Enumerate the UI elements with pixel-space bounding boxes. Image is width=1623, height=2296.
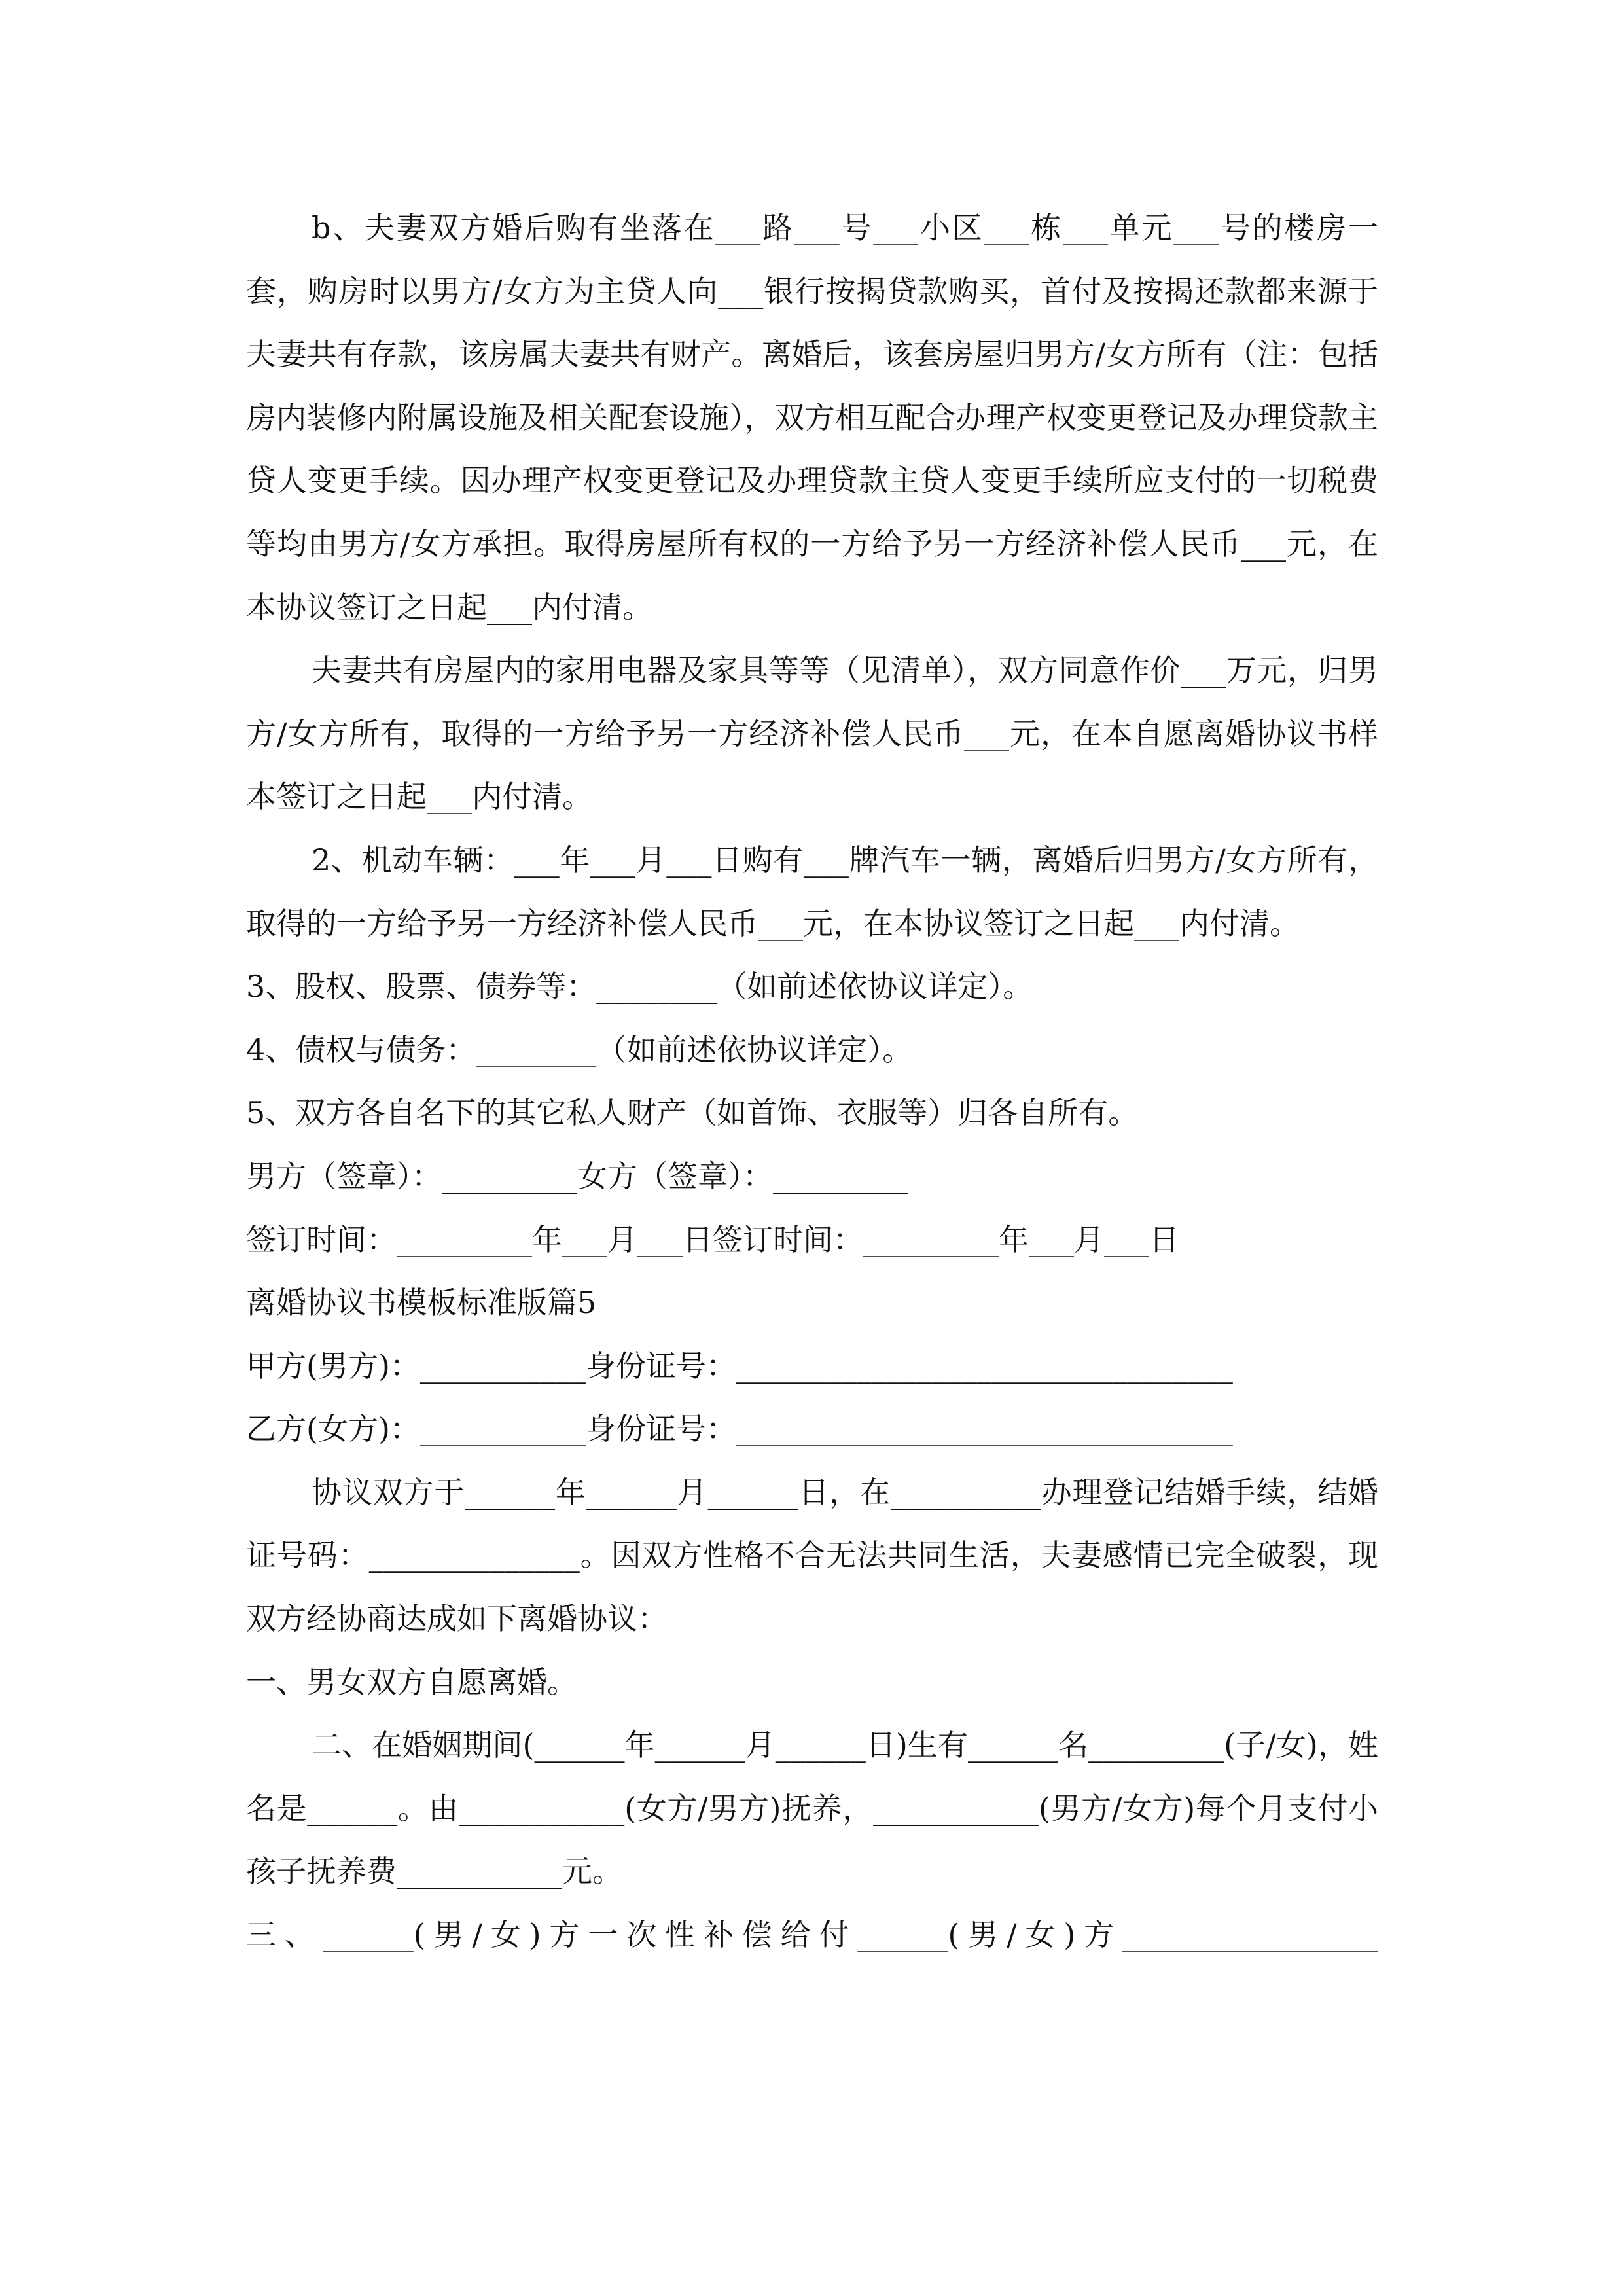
paragraph-debts: 4、债权与债务：________（如前述依协议详定）。 [246, 1031, 913, 1067]
paragraph-stocks: 3、股权、股票、债券等：________（如前述依协议详定）。 [246, 969, 1033, 1005]
paragraph-personal-property: 5、双方各自名下的其它私人财产（如首饰、衣服等）归各自所有。 [246, 1095, 1139, 1131]
paragraph-agreement-intro: 协议双方于______年______月______日，在__________办理登记结婚手续，结婚证号码：______________。因双方性格不合无法共同生活，夫妻感情已完全破裂，现双方经协商达成如下离婚协议： [246, 1474, 1378, 1637]
document-body [246, 196, 1378, 1967]
section-title: 离婚协议书模板标准版篇5 [246, 1285, 597, 1321]
clause-three: 三、______(男/女)方一次性补偿给付______(男/女)方_________________ [246, 1917, 1378, 1953]
clause-two: 二、在婚姻期间(______年______月______日)生有______名_________(子/女)，姓名是______。由___________(女方/男方)抚养，___________(男方/女方)每个月支付小孩子抚养费___________元。 [246, 1727, 1379, 1890]
paragraph-appliances: 夫妻共有房屋内的家用电器及家具等等（见清单），双方同意作价___万元，归男方/女方所有，取得的一方给予另一方经济补偿人民币___元，在本自愿离婚协议书样本签订之日起___内付清。 [246, 653, 1378, 815]
signing-date-line: 签订时间：_________年___月___日签订时间：_________年___月___日 [246, 1221, 1179, 1257]
paragraph-vehicle: 2、机动车辆：___年___月___日购有___牌汽车一辆，离婚后归男方/女方所有，取得的一方给予另一方经济补偿人民币___元，在本协议签订之日起___内付清。 [246, 842, 1378, 941]
clause-one: 一、男女双方自愿离婚。 [246, 1664, 577, 1700]
signature-line: 男方（签章）：_________女方（签章）：_________ [246, 1158, 908, 1194]
party-b-line: 乙方(女方)：___________身份证号：_________________________________ [246, 1411, 1233, 1447]
paragraph-house: b、夫妻双方婚后购有坐落在___路___号___小区___栋___单元___号的楼房一套，购房时以男方/女方为主贷人向___银行按揭贷款购买，首付及按揭还款都来源于夫妻共有存款，该房属夫妻共有财产。离婚后，该套房屋归男方/女方所有（注：包括房内装修内附属设施及相关配套设施），双方相互配合办理产权变更登记及办理贷款主贷人变更手续。因办理产权变更登记及办理贷款主贷人变更手续所应支付的一切税费等均由男方/女方承担。取得房屋所有权的一方给予另一方经济补偿人民币___元，在本协议签订之日起___内付清。 [246, 210, 1378, 625]
party-a-line: 甲方(男方)：___________身份证号：_________________________________ [246, 1348, 1233, 1384]
